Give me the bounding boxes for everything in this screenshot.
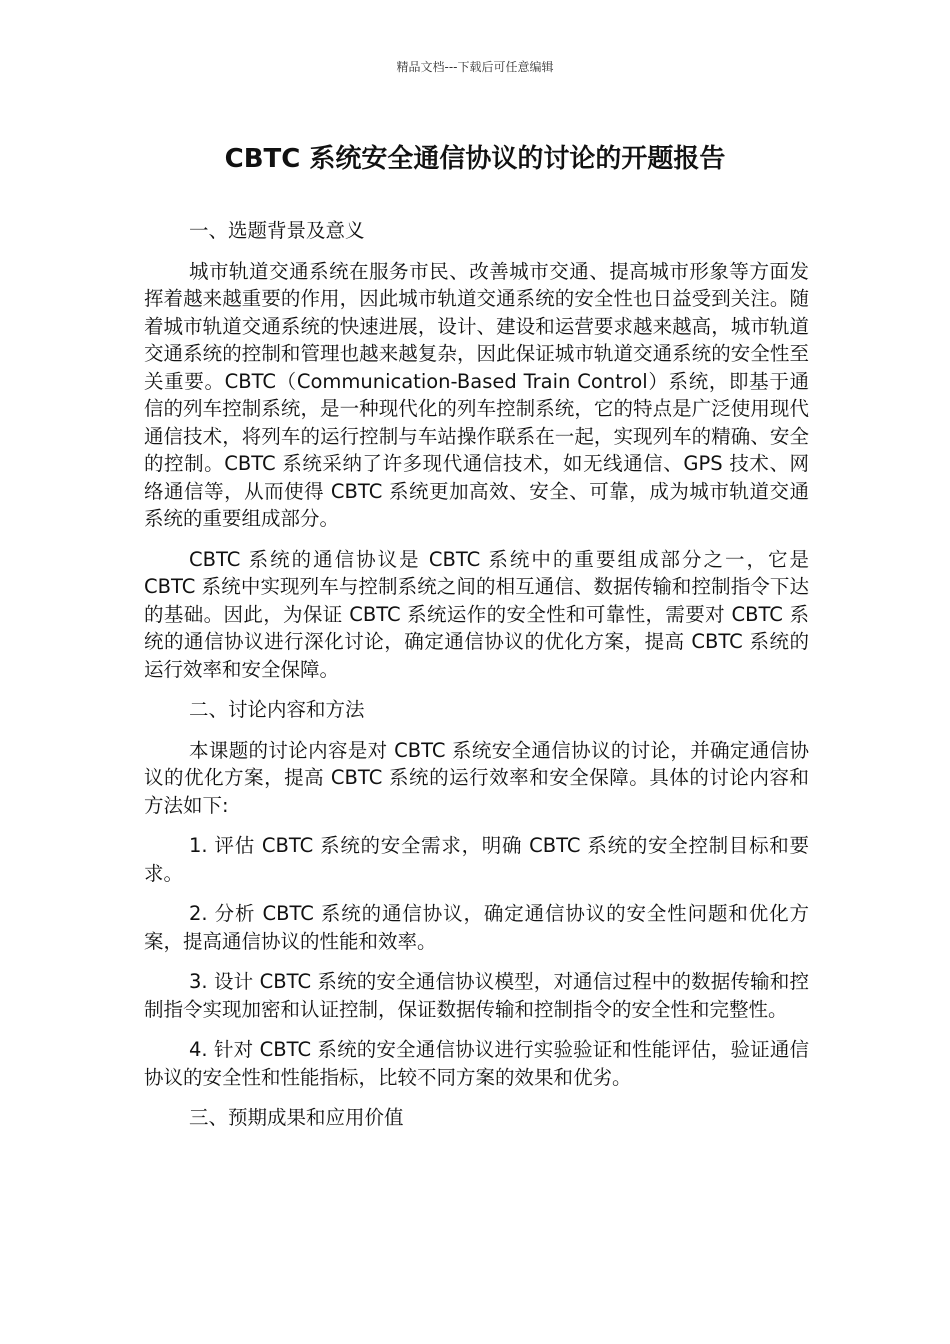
section-heading-expected-results: 三、预期成果和应用价值 xyxy=(189,1106,404,1129)
section-heading-background: 一、选题背景及意义 xyxy=(189,219,365,242)
header-note: 精品文档---下载后可任意编辑 xyxy=(396,60,554,74)
list-item-4: 4. 针对 CBTC 系统的安全通信协议进行实验验证和性能评估，验证通信协议的安全性和性能指标，比较不同方案的效果和优劣。 xyxy=(144,1038,809,1089)
list-item-1: 1. 评估 CBTC 系统的安全需求，明确 CBTC 系统的安全控制目标和要求。 xyxy=(144,834,809,885)
paragraph-protocol-importance: CBTC 系统的通信协议是 CBTC 系统中的重要组成部分之一，它是 CBTC 系统中实现列车与控制系统之间的相互通信、数据传输和控制指令下达的基础。因此，为保证 CBTC 系统运作的安全性和可靠性，需要对 CBTC 系统的通信协议进行深化讨论，确定通信协议的优化方案，提高 CBTC 系统的运行效率和安全保障。 xyxy=(144,547,809,681)
paragraph-content-intro: 本课题的讨论内容是对 CBTC 系统安全通信协议的讨论，并确定通信协议的优化方案，提高 CBTC 系统的运行效率和安全保障。具体的讨论内容和方法如下: xyxy=(144,738,809,817)
document-body xyxy=(144,217,809,1145)
list-item-2: 2. 分析 CBTC 系统的通信协议，确定通信协议的安全性问题和优化方案，提高通信协议的性能和效率。 xyxy=(144,902,809,953)
section-heading-content-methods: 二、讨论内容和方法 xyxy=(189,698,365,721)
document-title: CBTC 系统安全通信协议的讨论的开题报告 xyxy=(224,144,726,174)
list-item-3: 3. 设计 CBTC 系统的安全通信协议模型，对通信过程中的数据传输和控制指令实现加密和认证控制，保证数据传输和控制指令的安全性和完整性。 xyxy=(144,970,809,1021)
paragraph-background: 城市轨道交通系统在服务市民、改善城市交通、提高城市形象等方面发挥着越来越重要的作用，因此城市轨道交通系统的安全性也日益受到关注。随着城市轨道交通系统的快速进展，设计、建设和运营要求越来越高，城市轨道交通系统的控制和管理也越来越复杂，因此保证城市轨道交通系统的安全性至关重要。CBTC（Communication-Based Train Control）系统，即基于通信的列车控制系统，是一种现代化的列车控制系统，它的特点是广泛使用现代通信技术，将列车的运行控制与车站操作联系在一起，实现列车的精确、安全的控制。CBTC 系统采纳了许多现代通信技术，如无线通信、GPS 技术、网络通信等，从而使得 CBTC 系统更加高效、安全、可靠，成为城市轨道交通系统的重要组成部分。 xyxy=(144,259,809,530)
